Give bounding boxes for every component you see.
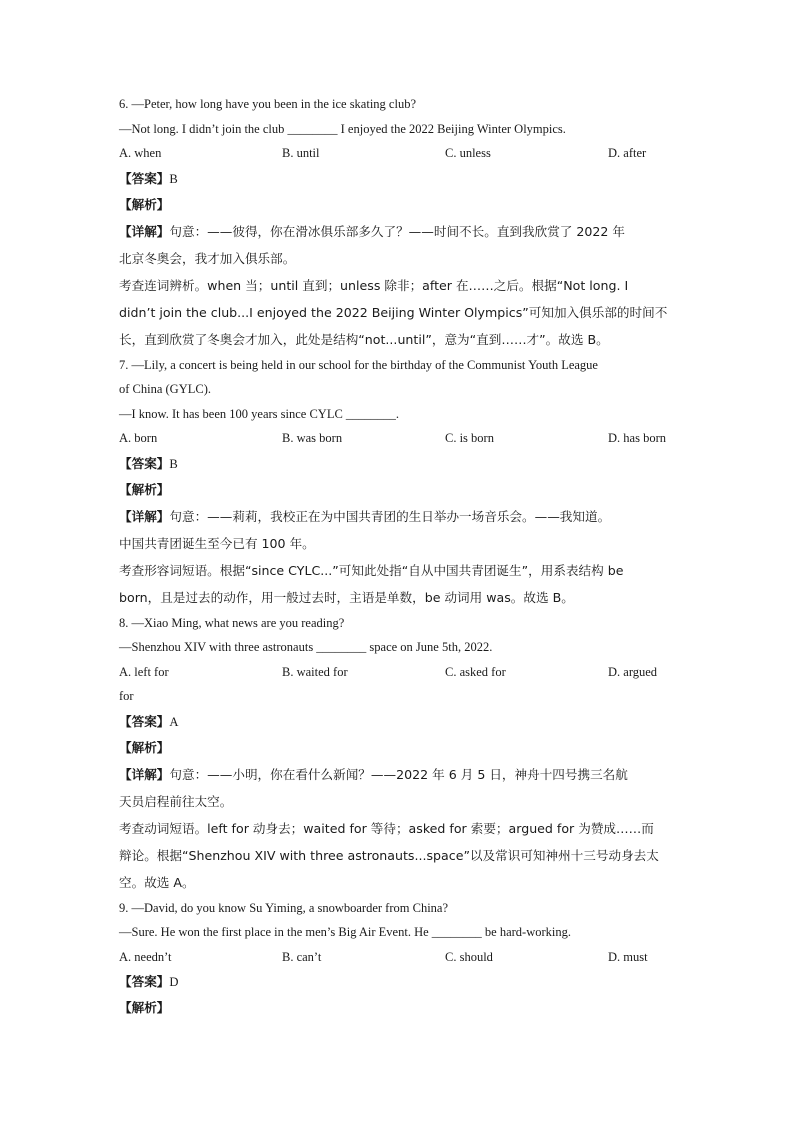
option-a: A. born — [119, 431, 158, 445]
answer-tag: 【答案】 — [119, 974, 170, 989]
options-row — [119, 945, 679, 970]
detail-text: 句意：——彼得，你在滑冰俱乐部多久了？——时间不长。直到我欣赏了 2022 年 — [169, 223, 626, 239]
option-a: A. when — [119, 146, 162, 160]
options-row — [119, 141, 679, 166]
option-c: C. is born — [445, 431, 494, 445]
option-c: C. unless — [445, 146, 491, 160]
analysis-tag: 【解析】 — [119, 481, 170, 497]
question-9 — [119, 896, 679, 1022]
option-d: D. must — [608, 949, 648, 964]
detail-text: 北京冬奥会，我才加入俱乐部。 — [119, 250, 296, 266]
answer-line — [119, 969, 679, 995]
question-7 — [119, 353, 679, 611]
question-stem: of China (GYLC). — [119, 382, 211, 396]
detail-text: born，且是过去的动作，用一般过去时，主语是单数，be 动词用 was。故选 B。 — [119, 589, 574, 605]
option-b: B. can’t — [282, 949, 322, 964]
option-a: A. needn’t — [119, 949, 172, 964]
option-c: C. asked for — [445, 664, 506, 679]
question-stem: —I know. It has been 100 years since CYLC ________. — [119, 406, 400, 421]
option-d: D. argued — [608, 664, 658, 679]
detail-text: 中国共青团诞生至今已有 100 年。 — [119, 535, 315, 551]
option-d-wrap: for — [119, 689, 134, 703]
options-row — [119, 426, 679, 451]
question-stem: —Shenzhou XIV with three astronauts ________ space on June 5th, 2022. — [119, 640, 493, 654]
answer-line — [119, 709, 679, 735]
analysis-tag: 【解析】 — [119, 739, 170, 755]
answer-line — [119, 451, 679, 477]
answer-tag: 【答案】 — [119, 713, 170, 729]
option-a: A. left for — [119, 664, 169, 679]
question-stem: —Sure. He won the first place in the men’s Big Air Event. He ________ be hard-working. — [119, 925, 571, 939]
options-row — [119, 660, 679, 685]
answer-tag: 【答案】 — [119, 170, 170, 186]
detail-text: 考查连词辨析。when 当；until 直到；unless 除非；after 在……之后。根据“Not long. I — [119, 277, 629, 293]
answer-value: A — [169, 714, 179, 729]
question-6 — [119, 92, 679, 353]
detail-text: 天员启程前往太空。 — [119, 793, 233, 809]
option-b: B. was born — [282, 431, 343, 445]
answer-line — [119, 166, 679, 192]
answer-tag: 【答案】 — [119, 455, 170, 471]
detail-text: 考查动词短语。left for 动身去；waited for 等待；asked for 索要；argued for 为赞成……而 — [119, 820, 654, 836]
detail-text: 句意：——莉莉，我校正在为中国共青团的生日举办一场音乐会。——我知道。 — [169, 508, 611, 524]
option-d: D. after — [608, 146, 647, 160]
option-b: B. waited for — [282, 664, 348, 679]
detail-tag: 【详解】 — [119, 766, 170, 782]
option-c: C. should — [445, 949, 493, 964]
detail-text: 辩论。根据“Shenzhou XIV with three astronauts...space”以及常识可知神州十三号动身去太 — [119, 847, 659, 863]
answer-value: B — [169, 456, 178, 471]
analysis-tag: 【解析】 — [119, 1000, 170, 1015]
question-stem: 6. —Peter, how long have you been in the ice skating club? — [119, 97, 416, 111]
document-page — [119, 92, 679, 1021]
detail-text: didn’t join the club...I enjoyed the 2022 Beijing Winter Olympics”可知加入俱乐部的时间不 — [119, 304, 668, 320]
question-stem: 9. —David, do you know Su Yiming, a snowboarder from China? — [119, 900, 449, 915]
detail-text: 长，直到欣赏了冬奥会才加入，此处是结构“not...until”，意为“直到……才”。故选 B。 — [119, 331, 609, 347]
question-stem: —Not long. I didn’t join the club ________ I enjoyed the 2022 Beijing Winter Olympics. — [119, 121, 566, 136]
detail-tag: 【详解】 — [119, 508, 170, 524]
analysis-tag: 【解析】 — [119, 196, 170, 212]
detail-line — [119, 503, 679, 530]
detail-text: 考查形容词短语。根据“since CYLC...”可知此处指“自从中国共青团诞生”，用系表结构 be — [119, 562, 624, 578]
detail-line — [119, 761, 679, 788]
question-stem: 8. —Xiao Ming, what news are you reading? — [119, 615, 345, 630]
option-d: D. has born — [608, 431, 666, 445]
question-stem: 7. —Lily, a concert is being held in our school for the birthday of the Communist Youth League — [119, 357, 598, 372]
option-b: B. until — [282, 146, 320, 160]
detail-text: 句意：——小明，你在看什么新闻？——2022 年 6 月 5 日，神舟十四号携三名航 — [169, 766, 628, 782]
detail-tag: 【详解】 — [119, 223, 170, 239]
question-8 — [119, 611, 679, 896]
detail-line — [119, 218, 679, 245]
answer-value: D — [169, 975, 179, 989]
detail-text: 空。故选 A。 — [119, 874, 195, 890]
answer-value: B — [169, 171, 178, 186]
